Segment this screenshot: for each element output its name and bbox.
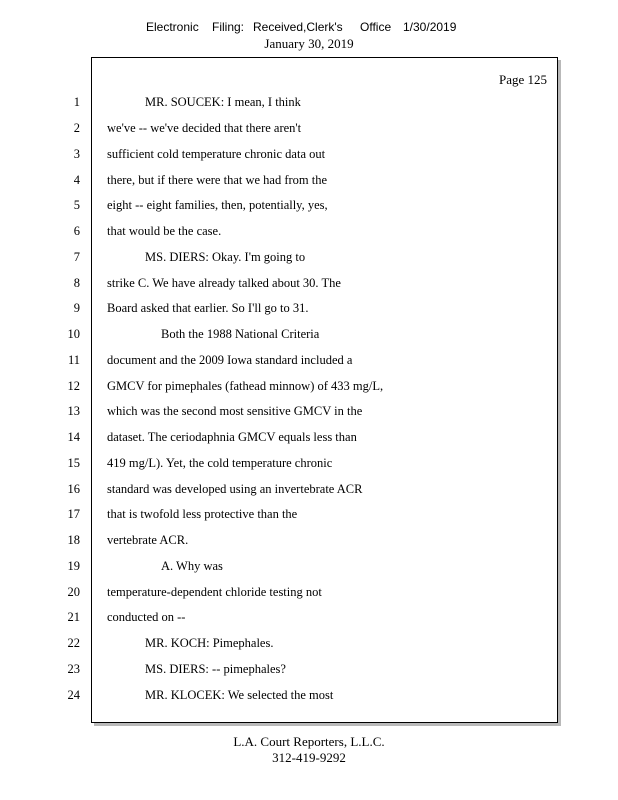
transcript-line <box>0 377 618 395</box>
line-text: which was the second most sensitive GMCV in the <box>107 404 363 418</box>
line-text: strike C. We have already talked about 30. The <box>107 276 341 290</box>
transcript-line <box>0 402 618 420</box>
line-number: 20 <box>67 585 80 599</box>
transcript-line <box>0 608 618 626</box>
line-text: standard was developed using an invertebrate ACR <box>107 482 363 496</box>
line-text: that is twofold less protective than the <box>107 507 298 521</box>
transcript-line <box>0 145 618 163</box>
transcript-line <box>0 222 618 240</box>
transcript-line <box>0 196 618 214</box>
line-number: 22 <box>67 636 80 650</box>
line-text: Board asked that earlier. So I'll go to 31. <box>107 301 309 315</box>
transcript-line <box>0 557 618 575</box>
transcript-line <box>0 505 618 523</box>
line-text: MR. KOCH: Pimephales. <box>145 636 274 650</box>
line-number: 24 <box>67 688 80 702</box>
footer-company-name: L.A. Court Reporters, L.L.C. <box>233 734 385 749</box>
line-text: that would be the case. <box>107 224 222 238</box>
line-text: GMCV for pimephales (fathead minnow) of 433 mg/L, <box>107 379 384 393</box>
line-text: conducted on -- <box>107 610 186 624</box>
line-number: 3 <box>73 147 80 161</box>
line-number: 1 <box>73 95 80 109</box>
line-number: 16 <box>67 482 80 496</box>
line-number: 8 <box>73 276 80 290</box>
transcript-line <box>0 93 618 111</box>
line-number: 10 <box>67 327 80 341</box>
line-number: 17 <box>67 507 80 521</box>
line-number: 11 <box>67 353 80 367</box>
line-number: 12 <box>67 379 80 393</box>
transcript-line <box>0 660 618 678</box>
filing-date-line: January 30, 2019 <box>264 36 354 51</box>
transcript-line <box>0 351 618 369</box>
line-number: 23 <box>67 662 80 676</box>
line-number: 9 <box>73 301 80 315</box>
transcript-line <box>0 325 618 343</box>
line-number: 15 <box>67 456 80 470</box>
line-text: temperature-dependent chloride testing not <box>107 585 322 599</box>
line-number: 5 <box>73 198 80 212</box>
filing-stamp-received-clerks: Received,Clerk's <box>253 20 343 34</box>
transcript-line <box>0 428 618 446</box>
line-number: 14 <box>67 430 80 444</box>
line-number: 4 <box>73 173 80 187</box>
line-text: MR. SOUCEK: I mean, I think <box>145 95 301 109</box>
line-text: MR. KLOCEK: We selected the most <box>145 688 334 702</box>
line-number: 6 <box>73 224 80 238</box>
filing-stamp-office: Office <box>360 20 392 34</box>
line-number: 7 <box>73 250 80 264</box>
transcript-line <box>0 248 618 266</box>
transcript-line <box>0 634 618 652</box>
footer-phone-number: 312-419-9292 <box>272 750 346 765</box>
line-text: sufficient cold temperature chronic data out <box>107 147 326 161</box>
line-text: 419 mg/L). Yet, the cold temperature chronic <box>107 456 333 470</box>
line-text: A. Why was <box>161 559 223 573</box>
transcript-line <box>0 480 618 498</box>
transcript-line <box>0 171 618 189</box>
line-text: vertebrate ACR. <box>107 533 189 547</box>
transcript-line <box>0 583 618 601</box>
line-text: eight -- eight families, then, potentially, yes, <box>107 198 328 212</box>
line-text: there, but if there were that we had from the <box>107 173 328 187</box>
line-text: document and the 2009 Iowa standard included a <box>107 353 353 367</box>
line-text: MS. DIERS: -- pimephales? <box>145 662 286 676</box>
transcript-line <box>0 454 618 472</box>
filing-stamp-filing: Filing: <box>212 20 245 34</box>
transcript-line <box>0 274 618 292</box>
line-text: Both the 1988 National Criteria <box>161 327 320 341</box>
filing-stamp-date: 1/30/2019 <box>403 20 457 34</box>
page-number: Page 125 <box>498 72 547 87</box>
line-text: we've -- we've decided that there aren't <box>107 121 302 135</box>
transcript-line <box>0 299 618 317</box>
line-number: 13 <box>67 404 80 418</box>
transcript-line <box>0 119 618 137</box>
line-number: 19 <box>67 559 80 573</box>
line-text: dataset. The ceriodaphnia GMCV equals less than <box>107 430 357 444</box>
transcript-line <box>0 686 618 704</box>
line-number: 18 <box>67 533 80 547</box>
line-text: MS. DIERS: Okay. I'm going to <box>145 250 306 264</box>
filing-stamp-electronic: Electronic <box>146 20 199 34</box>
transcript-line <box>0 531 618 549</box>
line-number: 21 <box>67 610 80 624</box>
line-number: 2 <box>73 121 80 135</box>
